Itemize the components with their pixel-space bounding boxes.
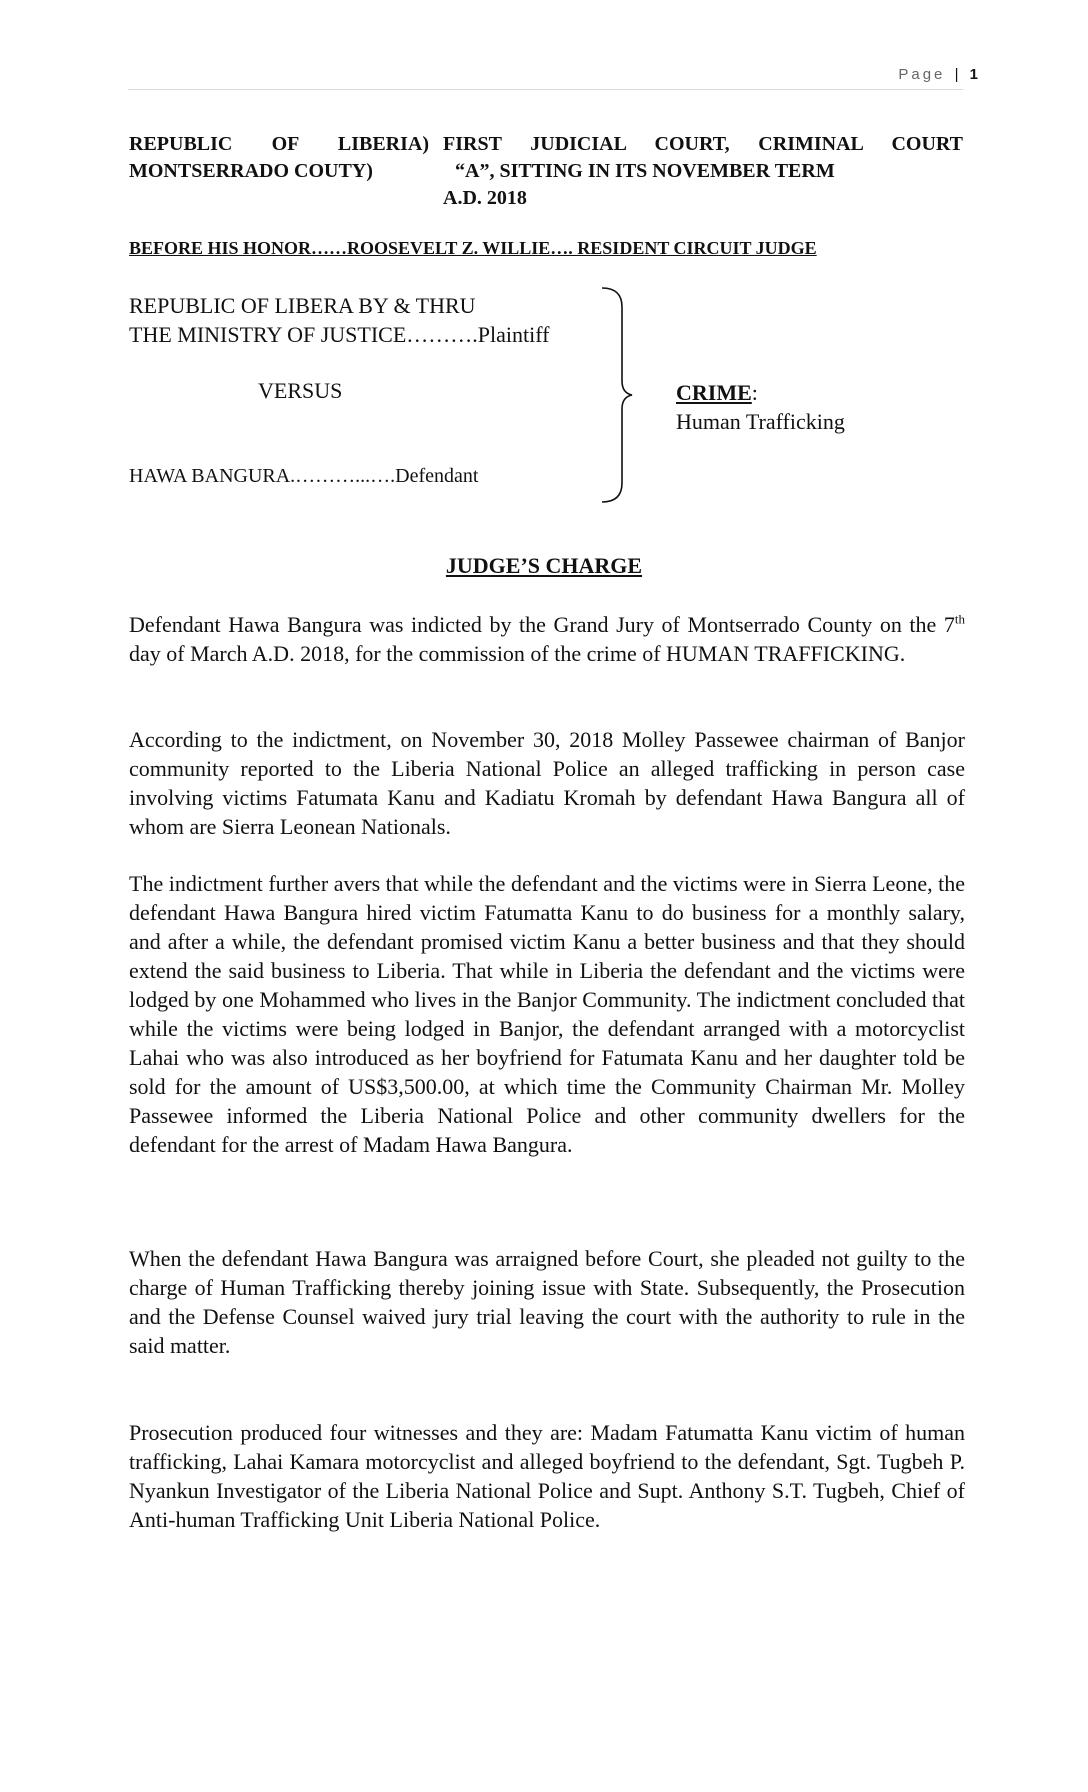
- paragraph-allegations: The indictment further avers that while the defendant and the victims were in Sierra Leone, the defendant Hawa Bangura hired victim Fatumatta Kanu to do business for a monthly salary, and after a while, the defendant promised victim Kanu a better business and that they should extend the said business to Liberia. That while in Liberia the defendant and the victims were lodged by one Mohammed who lives in the Banjor Community. The indictment concluded that while the victims were being lodged in Banjor, the defendant arranged with a motorcyclist Lahai who was also introduced as her boyfriend for Fatumata Kanu and her daughter told be sold for the amount of US$3,500.00, at which time the Community Chairman Mr. Molley Passewee informed the Liberia National Police and other community dwellers for the defendant for the arrest of Madam Hawa Bangura.: [129, 871, 965, 1157]
- defendant-line: HAWA BANGURA.………...….Defendant: [129, 465, 479, 487]
- caption-right-line3: A.D. 2018: [443, 187, 527, 209]
- caption-right-line1: FIRST JUDICIAL COURT, CRIMINAL COURT: [443, 133, 963, 155]
- paragraph-indictment: [129, 610, 965, 668]
- crime-block: [676, 378, 845, 436]
- paragraph-1a: Defendant Hawa Bangura was indicted by the Grand Jury of Montserrado County on the 7: [129, 612, 955, 637]
- page-separator: |: [954, 66, 959, 83]
- document-title: JUDGE’S CHARGE: [445, 553, 643, 578]
- paragraph-arraignment: When the defendant Hawa Bangura was arraigned before Court, she pleaded not guilty to the charge of Human Trafficking thereby joining issue with State. Subsequently, the Prosecution and the Defense Counsel waived jury trial leaving the court with the authority to rule in the said matter.: [129, 1246, 965, 1358]
- header-rule: [128, 89, 963, 90]
- paragraph-1b: day of March A.D. 2018, for the commission of the crime of HUMAN TRAFFICKING.: [129, 641, 906, 666]
- plaintiff-line2: THE MINISTRY OF JUSTICE……….Plaintiff: [129, 322, 550, 347]
- caption-right-line2: “A”, SITTING IN ITS NOVEMBER TERM: [455, 160, 835, 182]
- caption-left-line1: REPUBLIC OF LIBERIA): [129, 133, 429, 155]
- paragraph-witnesses: Prosecution produced four witnesses and they are: Madam Fatumatta Kanu victim of human trafficking, Lahai Kamara motorcyclist and alleged boyfriend to the defendant, Sgt. Tugbeh P. Nyankun Investigator of the Liberia National Police and Supt. Anthony S.T. Tugbeh, Chief of Anti-human Trafficking Unit Liberia National Police.: [129, 1420, 965, 1532]
- page-label: Page: [898, 66, 946, 83]
- paragraph-report: According to the indictment, on November 30, 2018 Molley Passewee chairman of Banjor community reported to the Liberia National Police an alleged trafficking in person case involving victims Fatumata Kanu and Kadiatu Kromah by defendant Hawa Bangura all of whom are Sierra Leonean Nationals.: [129, 727, 965, 839]
- before-judge-line: BEFORE HIS HONOR……ROOSEVELT Z. WILLIE…. RESIDENT CIRCUIT JUDGE: [129, 238, 817, 258]
- page-number-header: [898, 66, 978, 83]
- versus-label: VERSUS: [258, 378, 343, 403]
- caption-left-line2: MONTSERRADO COUTY): [129, 160, 373, 182]
- crime-colon: :: [751, 380, 758, 405]
- crime-label: CRIME: [676, 380, 752, 405]
- case-caption: [129, 131, 963, 212]
- plaintiff-line1: REPUBLIC OF LIBERA BY & THRU: [129, 293, 476, 318]
- curly-brace-icon: [600, 285, 640, 505]
- crime-value: Human Trafficking: [676, 409, 845, 434]
- ordinal-suffix: th: [954, 611, 965, 627]
- page-number: 1: [969, 66, 978, 83]
- plaintiff-block: [129, 291, 549, 349]
